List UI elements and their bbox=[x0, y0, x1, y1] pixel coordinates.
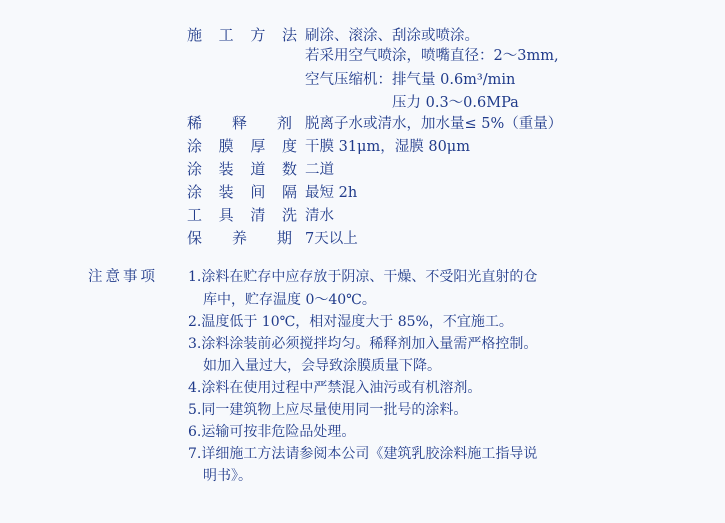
note-line: 7.详细施工方法请参阅本公司《建筑乳胶涂料施工指导说 bbox=[188, 446, 538, 462]
spec-label: 稀 释 剂 bbox=[187, 113, 292, 132]
spec-value: 刷涂、滚涂、刮涂或喷涂。 bbox=[305, 27, 479, 44]
spec-row-curing bbox=[187, 225, 358, 249]
spec-row-method bbox=[187, 22, 479, 46]
spec-value: 二道 bbox=[305, 161, 334, 178]
note-line: 2.温度低于 10℃，相对湿度大于 85%，不宜施工。 bbox=[188, 314, 513, 330]
spec-row-thinner bbox=[187, 110, 563, 134]
note-line: 明书》。 bbox=[203, 468, 252, 484]
spec-row-coats bbox=[187, 156, 334, 180]
spec-label: 涂 膜 厚 度 bbox=[187, 136, 297, 155]
note-line: 6.运输可按非危险品处理。 bbox=[188, 424, 356, 440]
spec-value: 脱离子水或清水，加水量≤ 5%（重量） bbox=[305, 115, 563, 132]
note-line: 如加入量过大，会导致涂膜质量下降。 bbox=[203, 358, 441, 374]
spec-label: 施 工 方 法 bbox=[187, 25, 297, 44]
note-line: 1.涂料在贮存中应存放于阴凉、干燥、不受阳光直射的仓 bbox=[188, 269, 538, 285]
note-line: 3.涂料涂装前必须搅拌均匀。稀释剂加入量需严格控制。 bbox=[188, 336, 538, 352]
spec-value: 最短 2h bbox=[305, 184, 358, 201]
note-line: 5.同一建筑物上应尽量使用同一批号的涂料。 bbox=[188, 402, 468, 418]
spec-label: 涂 装 道 数 bbox=[187, 159, 297, 178]
spec-label: 涂 装 间 隔 bbox=[187, 182, 297, 201]
note-line: 库中，贮存温度 0～40℃。 bbox=[203, 292, 376, 308]
notes-title: 注意事项 bbox=[88, 269, 158, 285]
spray-line-2: 空气压缩机：排气量 0.6m³/min bbox=[305, 72, 516, 88]
spec-row-cleaning bbox=[187, 202, 334, 226]
spec-value: 清水 bbox=[305, 207, 334, 224]
spec-value: 7天以上 bbox=[305, 230, 358, 247]
spec-row-thickness bbox=[187, 133, 470, 157]
spec-label: 保 养 期 bbox=[187, 228, 292, 247]
spec-value: 干膜 31μm，湿膜 80μm bbox=[305, 138, 470, 155]
spec-row-interval bbox=[187, 179, 358, 203]
spec-label: 工 具 清 洗 bbox=[187, 205, 297, 224]
note-line: 4.涂料在使用过程中严禁混入油污或有机溶剂。 bbox=[188, 380, 482, 396]
spray-line-1: 若采用空气喷涂，喷嘴直径：2～3mm, bbox=[305, 48, 559, 64]
spray-line-3: 压力 0.3～0.6MPa bbox=[392, 95, 519, 111]
